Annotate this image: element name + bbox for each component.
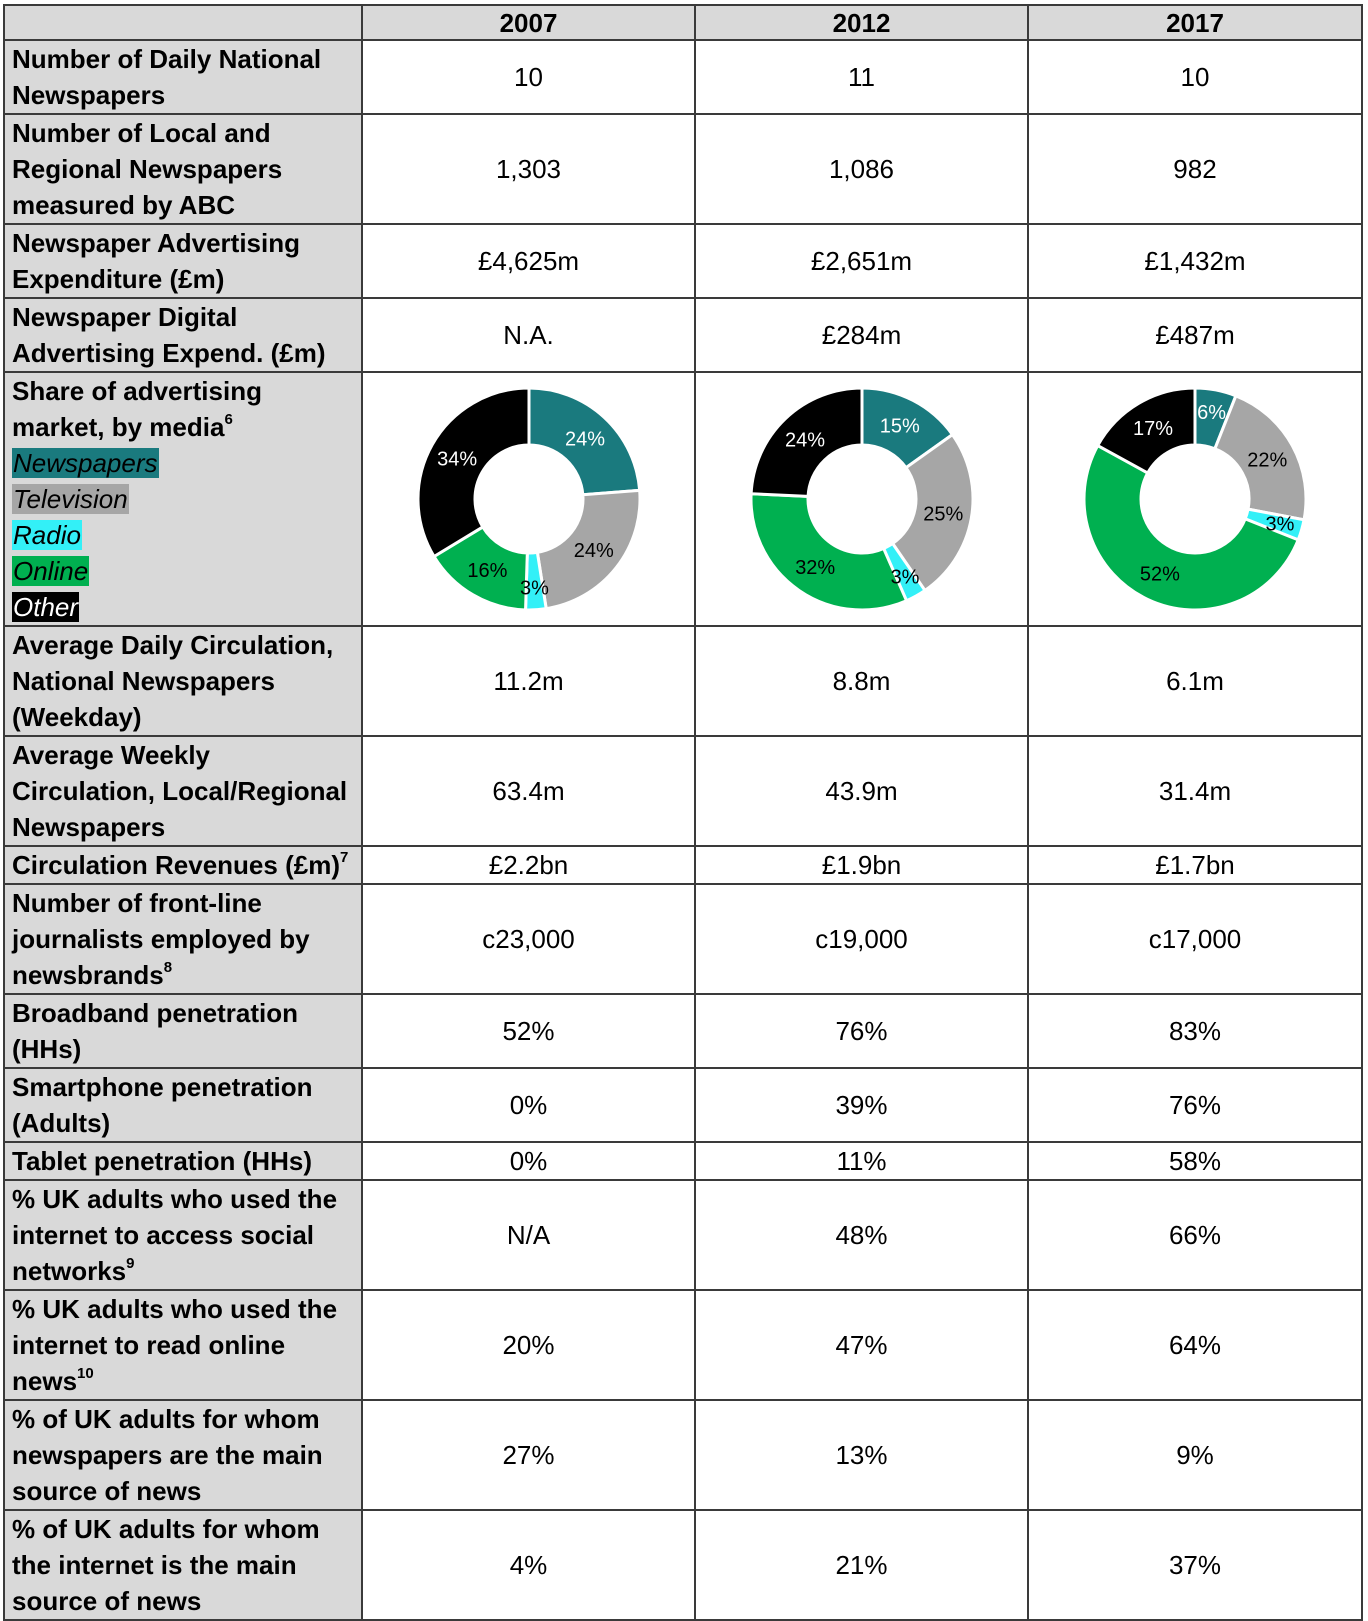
value-cell-2017: 37% — [1028, 1510, 1362, 1620]
row-label-text: Tablet penetration (HHs) — [12, 1146, 312, 1176]
value-cell-2012: £2,651m — [695, 224, 1028, 298]
share-of-advertising-row — [4, 372, 1362, 626]
legend-label: Other — [13, 592, 79, 622]
value-cell-2012: c19,000 — [695, 884, 1028, 994]
value-cell-2012: 47% — [695, 1290, 1028, 1400]
legend-label: Online — [13, 556, 89, 586]
value-cell-2007: N.A. — [362, 298, 695, 372]
donut-cell-2017 — [1028, 372, 1362, 626]
table-row — [4, 40, 1362, 114]
value-cell-2017: 76% — [1028, 1068, 1362, 1142]
table-row — [4, 884, 1362, 994]
donut-chart-2012 — [742, 379, 982, 619]
donut-label-newspapers: 6% — [1197, 402, 1227, 425]
value-cell-2007: 20% — [362, 1290, 695, 1400]
value-cell-2017: 6.1m — [1028, 626, 1362, 736]
header-year-2012: 2012 — [695, 5, 1028, 40]
donut-cell-2007 — [362, 372, 695, 626]
value-cell-2012: 13% — [695, 1400, 1028, 1510]
value-cell-2012: 43.9m — [695, 736, 1028, 846]
value-cell-2007: c23,000 — [362, 884, 695, 994]
value-cell-2007: £2.2bn — [362, 846, 695, 884]
value-cell-2017: £1,432m — [1028, 224, 1362, 298]
row-label — [4, 224, 362, 298]
row-label — [4, 1510, 362, 1620]
header-year-2007: 2007 — [362, 5, 695, 40]
donut-slice-other — [418, 388, 529, 556]
value-cell-2017: 9% — [1028, 1400, 1362, 1510]
row-label-text: % of UK adults for whom the internet is the main source of news — [12, 1514, 320, 1616]
value-cell-2007: 63.4m — [362, 736, 695, 846]
row-label-text: Number of front-line journalists employed by newsbrands — [12, 888, 310, 990]
table-row — [4, 1510, 1362, 1620]
donut-label-online: 32% — [794, 556, 835, 579]
value-cell-2017: 10 — [1028, 40, 1362, 114]
value-cell-2012: 11 — [695, 40, 1028, 114]
row-label-text: Share of advertising market, by media — [12, 376, 262, 442]
row-label — [4, 626, 362, 736]
value-cell-2017: c17,000 — [1028, 884, 1362, 994]
donut-chart-2007 — [409, 379, 649, 619]
media-statistics-table — [3, 4, 1363, 1621]
table-row — [4, 1400, 1362, 1510]
table-row — [4, 626, 1362, 736]
footnote-marker: 9 — [126, 1255, 135, 1273]
value-cell-2007: N/A — [362, 1180, 695, 1290]
row-label — [4, 1290, 362, 1400]
legend-label: Newspapers — [13, 448, 158, 478]
value-cell-2017: 66% — [1028, 1180, 1362, 1290]
row-label-text: Number of Daily National Newspapers — [12, 44, 322, 110]
legend-label: Television — [13, 484, 128, 514]
header-corner — [4, 5, 362, 40]
table-row — [4, 298, 1362, 372]
value-cell-2017: 64% — [1028, 1290, 1362, 1400]
value-cell-2007: 4% — [362, 1510, 695, 1620]
donut-label-television: 22% — [1247, 449, 1288, 472]
value-cell-2017: 58% — [1028, 1142, 1362, 1180]
legend-item-online — [12, 553, 357, 589]
row-label-text: Number of Local and Regional Newspapers measured by ABC — [12, 118, 283, 220]
header-row — [4, 5, 1362, 40]
value-cell-2017: £487m — [1028, 298, 1362, 372]
table-row — [4, 736, 1362, 846]
header-year-2017: 2017 — [1028, 5, 1362, 40]
value-cell-2012: 39% — [695, 1068, 1028, 1142]
donut-label-radio: 3% — [1265, 513, 1295, 536]
row-label-text: Smartphone penetration (Adults) — [12, 1072, 313, 1138]
table-row — [4, 1142, 1362, 1180]
legend-item-radio — [12, 517, 357, 553]
row-label-text: % UK adults who used the internet to access social networks — [12, 1184, 338, 1286]
row-label-text: Newspaper Advertising Expenditure (£m) — [12, 228, 301, 294]
row-label-text: % of UK adults for whom newspapers are the main source of news — [12, 1404, 323, 1506]
table-body — [4, 40, 1362, 1620]
value-cell-2012: 8.8m — [695, 626, 1028, 736]
table-row — [4, 846, 1362, 884]
value-cell-2012: 21% — [695, 1510, 1028, 1620]
legend-item-newspapers — [12, 445, 357, 481]
value-cell-2007: 1,303 — [362, 114, 695, 224]
donut-label-online: 16% — [466, 560, 507, 583]
table-row — [4, 1290, 1362, 1400]
donut-label-television: 24% — [573, 540, 614, 563]
table-row — [4, 1180, 1362, 1290]
value-cell-2007: 27% — [362, 1400, 695, 1510]
value-cell-2012: 48% — [695, 1180, 1028, 1290]
donut-label-other: 24% — [784, 429, 825, 452]
row-label-text: Circulation Revenues (£m) — [12, 850, 340, 880]
value-cell-2012: 11% — [695, 1142, 1028, 1180]
footnote-marker: 6 — [224, 411, 233, 429]
value-cell-2012: 76% — [695, 994, 1028, 1068]
donut-label-other: 34% — [436, 448, 477, 471]
table-row — [4, 994, 1362, 1068]
donut-cell-2012 — [695, 372, 1028, 626]
value-cell-2007: 0% — [362, 1142, 695, 1180]
table-row — [4, 224, 1362, 298]
row-label — [4, 298, 362, 372]
row-label — [4, 1400, 362, 1510]
row-label-text: Average Daily Circulation, National Newspapers (Weekday) — [12, 630, 334, 732]
value-cell-2007: 0% — [362, 1068, 695, 1142]
row-label-text: % UK adults who used the internet to read online news — [12, 1294, 338, 1396]
footnote-marker: 10 — [77, 1365, 94, 1383]
table-row — [4, 1068, 1362, 1142]
value-cell-2012: £284m — [695, 298, 1028, 372]
media-statistics-table-container — [3, 4, 1361, 1621]
share-row-label — [4, 372, 362, 626]
value-cell-2012: 1,086 — [695, 114, 1028, 224]
row-label — [4, 1142, 362, 1180]
donut-label-radio: 3% — [890, 566, 919, 589]
donut-label-online: 52% — [1139, 563, 1180, 586]
row-label — [4, 846, 362, 884]
row-label — [4, 40, 362, 114]
row-label — [4, 736, 362, 846]
table-row — [4, 114, 1362, 224]
row-label-text: Newspaper Digital Advertising Expend. (£m) — [12, 302, 326, 368]
legend-item-television — [12, 481, 357, 517]
footnote-marker: 7 — [339, 849, 349, 867]
value-cell-2007: 52% — [362, 994, 695, 1068]
value-cell-2017: 83% — [1028, 994, 1362, 1068]
footnote-marker: 8 — [163, 959, 173, 977]
row-label — [4, 994, 362, 1068]
donut-chart-2017 — [1075, 379, 1315, 619]
donut-label-newspapers: 24% — [564, 428, 605, 451]
value-cell-2012: £1.9bn — [695, 846, 1028, 884]
donut-label-other: 17% — [1132, 417, 1174, 440]
row-label — [4, 1180, 362, 1290]
value-cell-2007: £4,625m — [362, 224, 695, 298]
value-cell-2007: 10 — [362, 40, 695, 114]
donut-label-newspapers: 15% — [879, 415, 920, 438]
legend-item-other — [12, 589, 357, 625]
value-cell-2017: 982 — [1028, 114, 1362, 224]
value-cell-2017: £1.7bn — [1028, 846, 1362, 884]
row-label — [4, 114, 362, 224]
donut-label-radio: 3% — [519, 577, 549, 600]
donut-label-television: 25% — [922, 503, 963, 526]
row-label-text: Average Weekly Circulation, Local/Regional Newspapers — [12, 740, 348, 842]
donut-slice-online — [751, 494, 907, 610]
legend-label: Radio — [13, 520, 81, 550]
row-label — [4, 1068, 362, 1142]
value-cell-2017: 31.4m — [1028, 736, 1362, 846]
value-cell-2007: 11.2m — [362, 626, 695, 736]
row-label — [4, 884, 362, 994]
row-label-text: Broadband penetration (HHs) — [12, 998, 299, 1064]
